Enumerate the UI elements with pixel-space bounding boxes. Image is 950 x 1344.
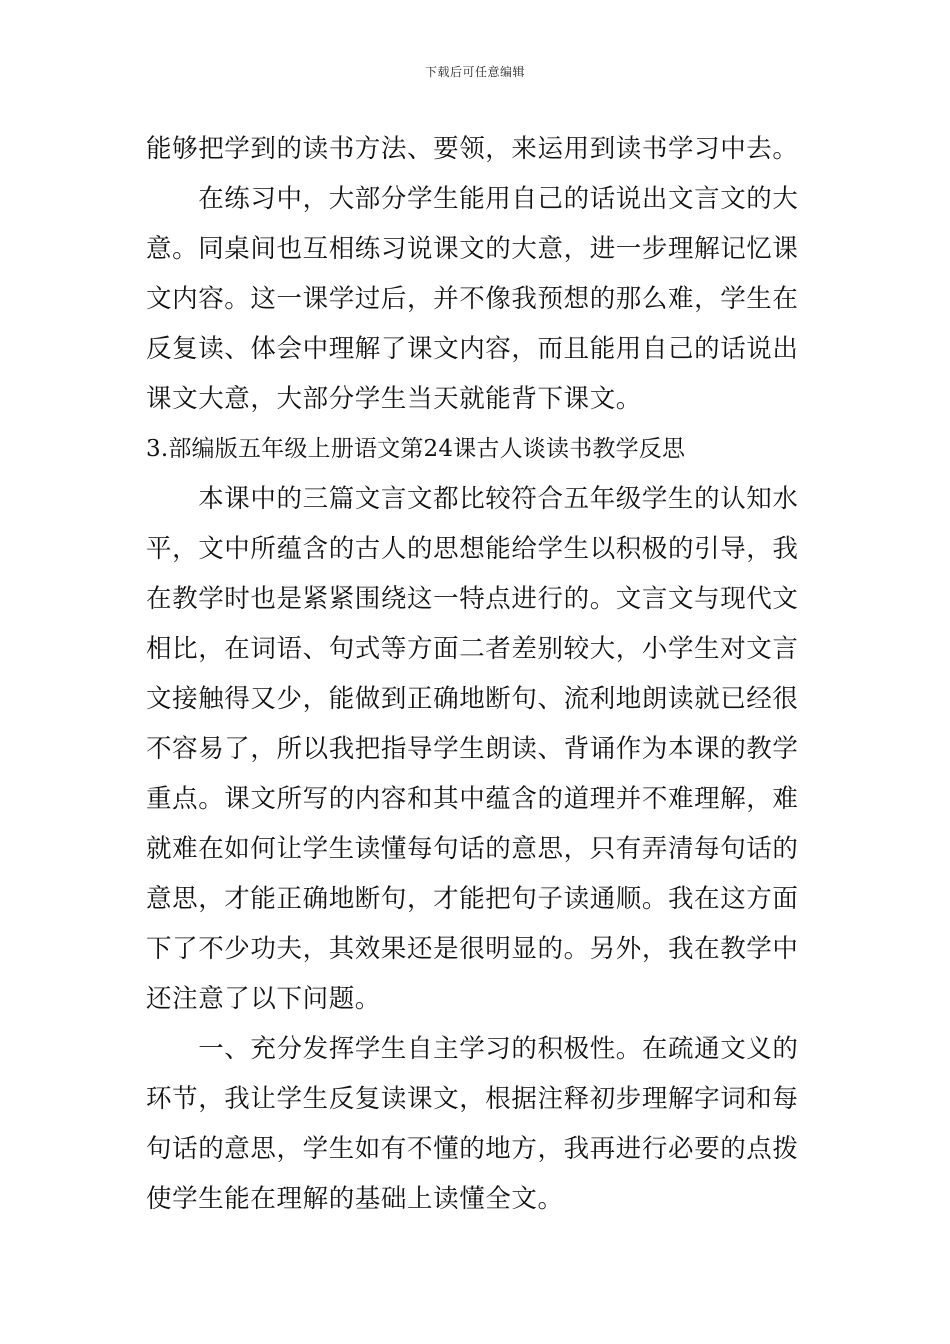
text-line: 平，文中所蕴含的古人的思想能给学生以积极的引导，我 <box>146 534 799 564</box>
text-line: 文内容。这一课学过后，并不像我预想的那么难，学生在 <box>146 284 799 314</box>
text-line: 句话的意思，学生如有不懂的地方，我再进行必要的点拨 <box>146 1134 799 1164</box>
section-heading: 3.部编版五年级上册语文第24课古人谈读书教学反思 <box>146 436 686 462</box>
text-line: 能够把学到的读书方法、要领，来运用到读书学习中去。 <box>146 134 799 164</box>
text-line: 就难在如何让学生读懂每句话的意思，只有弄清每句话的 <box>146 834 799 864</box>
text-line: 重点。课文所写的内容和其中蕴含的道理并不难理解，难 <box>146 784 799 814</box>
text-line: 意思，才能正确地断句，才能把句子读通顺。我在这方面 <box>146 884 799 914</box>
text-line: 反复读、体会中理解了课文内容，而且能用自己的话说出 <box>146 334 799 364</box>
text-line: 下了不少功夫，其效果还是很明显的。另外，我在教学中 <box>146 934 799 964</box>
text-line: 使学生能在理解的基础上读懂全文。 <box>146 1184 564 1214</box>
paragraph-first-line: 在练习中，大部分学生能用自己的话说出文言文的大 <box>146 184 799 214</box>
text-line: 文接触得又少，能做到正确地断句、流利地朗读就已经很 <box>146 684 799 714</box>
page-header: 下载后可任意编辑 <box>424 65 525 79</box>
text-line: 不容易了，所以我把指导学生朗读、背诵作为本课的教学 <box>146 734 799 764</box>
text-line: 环节，我让学生反复读课文，根据注释初步理解字词和每 <box>146 1084 799 1114</box>
text-line: 在教学时也是紧紧围绕这一特点进行的。文言文与现代文 <box>146 584 799 614</box>
text-line: 课文大意，大部分学生当天就能背下课文。 <box>146 384 642 414</box>
paragraph-first-line: 一、充分发挥学生自主学习的积极性。在疏通文义的 <box>146 1034 799 1064</box>
text-line: 意。同桌间也互相练习说课文的大意，进一步理解记忆课 <box>146 234 799 264</box>
text-line: 相比，在词语、句式等方面二者差别较大，小学生对文言 <box>146 634 799 664</box>
document-body <box>146 124 806 1224</box>
text-line: 还注意了以下问题。 <box>146 984 381 1014</box>
paragraph-first-line: 本课中的三篇文言文都比较符合五年级学生的认知水 <box>146 484 799 514</box>
